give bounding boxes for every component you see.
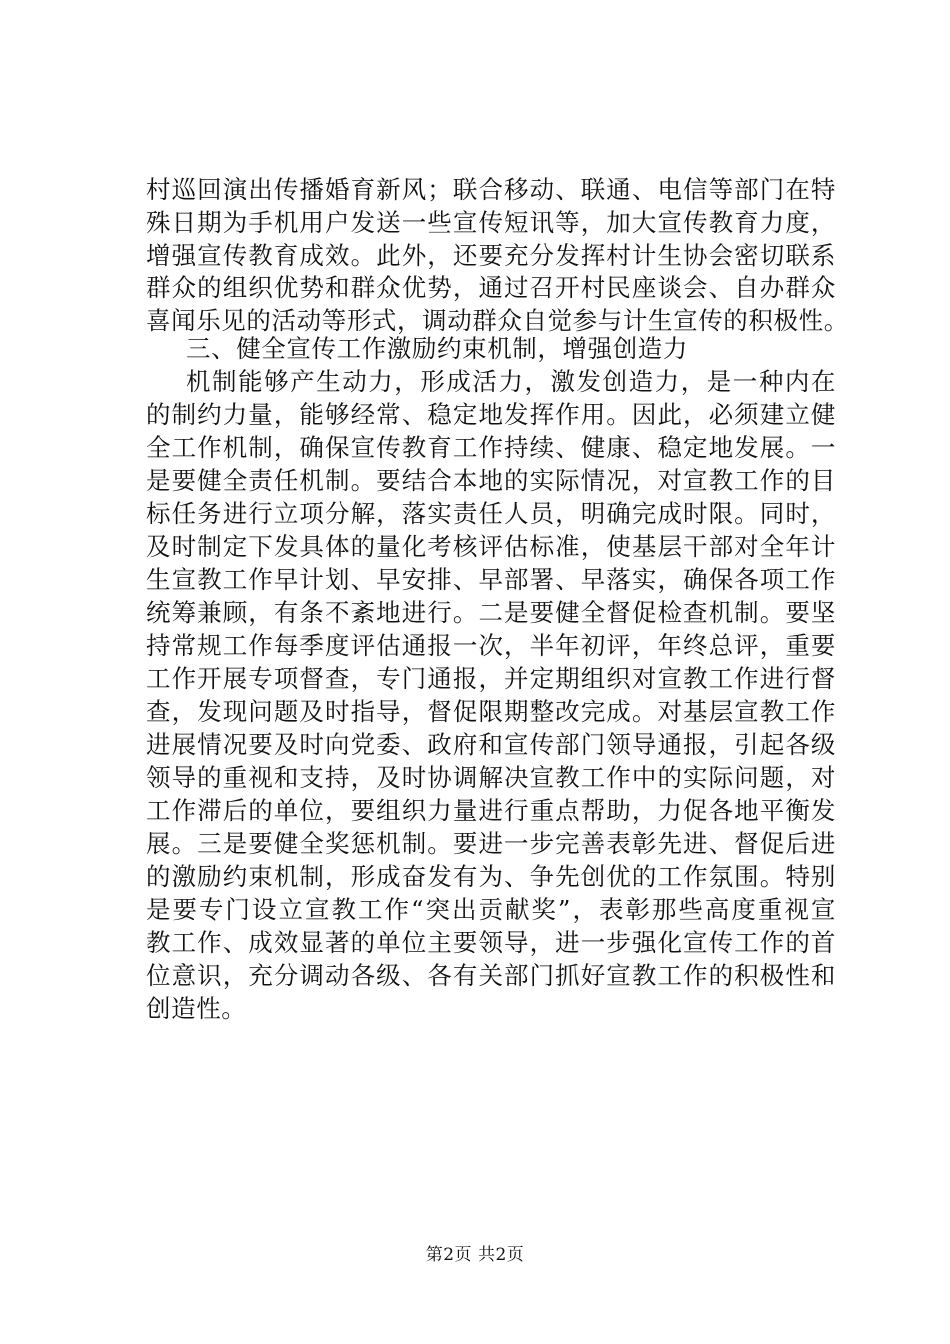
text-line: 喜闻乐见的活动等形式，调动群众自觉参与计生宣传的积极性。 xyxy=(146,306,849,335)
text-line: 的激励约束机制，形成奋发有为、争先创优的工作氛围。特别 xyxy=(146,862,836,891)
text-line: 教工作、成效显著的单位主要领导，进一步强化宣传工作的首 xyxy=(146,928,836,957)
text-line: 殊日期为手机用户发送一些宣传短讯等，加大宣传教育力度， xyxy=(146,208,836,237)
text-line: 增强宣传教育成效。此外，还要充分发挥村计生协会密切联系 xyxy=(146,241,836,270)
text-line: 机制能够产生动力，形成活力，激发创造力，是一种内在 xyxy=(186,367,836,396)
text-line: 统筹兼顾，有条不紊地进行。二是要健全督促检查机制。要坚 xyxy=(146,598,836,627)
text-line: 群众的组织优势和群众优势，通过召开村民座谈会、自办群众 xyxy=(146,273,836,302)
text-line: 村巡回演出传播婚育新风；联合移动、联通、电信等部门在特 xyxy=(146,175,836,204)
text-line: 标任务进行立项分解，落实责任人员，明确完成时限。同时， xyxy=(146,499,836,528)
text-line: 位意识，充分调动各级、各有关部门抓好宣教工作的积极性和 xyxy=(146,961,836,990)
text-line: 查，发现问题及时指导，督促限期整改完成。对基层宣教工作 xyxy=(146,697,836,726)
text-line: 全工作机制，确保宣传教育工作持续、健康、稳定地发展。一 xyxy=(146,433,836,462)
text-line: 工作开展专项督查，专门通报，并定期组织对宣教工作进行督 xyxy=(146,664,836,693)
text-line: 是要专门设立宣教工作“突出贡献奖”，表彰那些高度重视宣 xyxy=(146,895,836,924)
text-line: 创造性。 xyxy=(146,994,247,1023)
section-heading: 三、健全宣传工作激励约束机制，增强创造力 xyxy=(186,334,688,363)
text-line: 展。三是要健全奖惩机制。要进一步完善表彰先进、督促后进 xyxy=(146,829,836,858)
text-line: 进展情况要及时向党委、政府和宣传部门领导通报，引起各级 xyxy=(146,730,836,759)
text-line: 生宣教工作早计划、早安排、早部署、早落实，确保各项工作 xyxy=(146,565,836,594)
text-line: 领导的重视和支持，及时协调解决宣教工作中的实际问题，对 xyxy=(146,763,836,792)
page-number: 第2页 共2页 xyxy=(425,1245,525,1265)
text-line: 及时制定下发具体的量化考核评估标准，使基层干部对全年计 xyxy=(146,532,836,561)
text-line: 是要健全责任机制。要结合本地的实际情况，对宣教工作的目 xyxy=(146,466,836,495)
text-line: 工作滞后的单位，要组织力量进行重点帮助，力促各地平衡发 xyxy=(146,796,836,825)
text-line: 的制约力量，能够经常、稳定地发挥作用。因此，必须建立健 xyxy=(146,400,836,429)
text-line: 持常规工作每季度评估通报一次，半年初评，年终总评，重要 xyxy=(146,631,836,660)
